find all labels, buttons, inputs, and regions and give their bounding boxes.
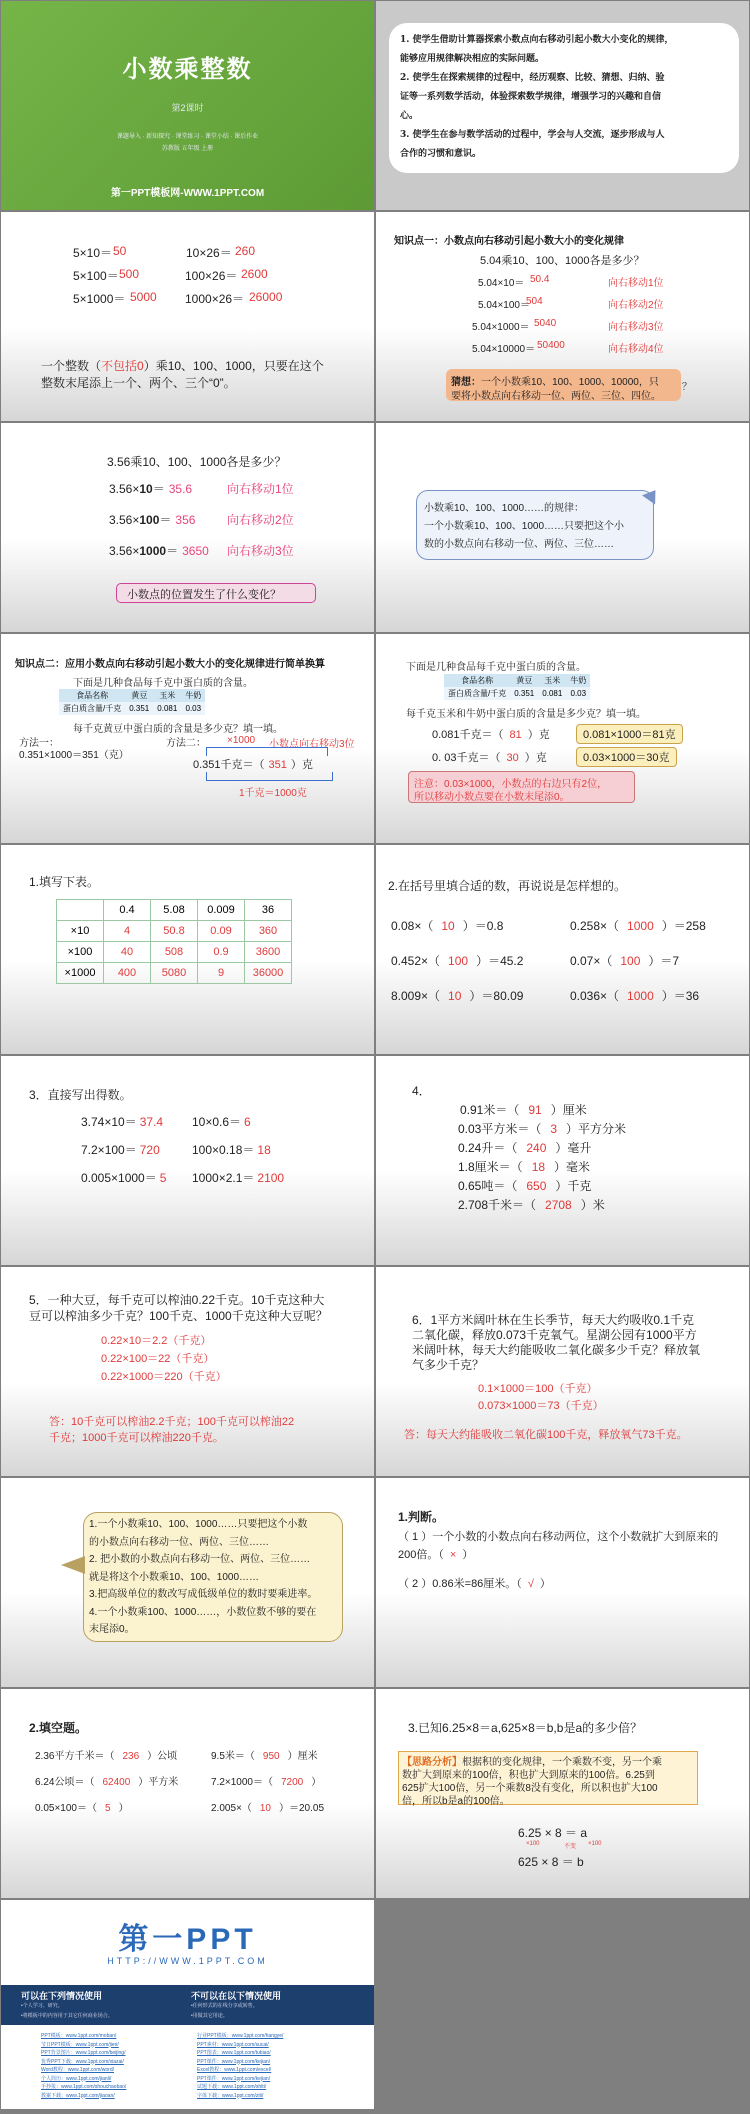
equation: 100×0.18＝ 18 (192, 1143, 271, 1157)
resource-link[interactable]: PPT素材：www.1ppt.com/sucai/ (197, 2041, 269, 2048)
equation-right: 100×26＝ (185, 269, 238, 283)
table-header: 黄豆 (131, 691, 148, 700)
conversion: 2.708千米＝（ 2708 ）米 (458, 1198, 605, 1212)
table-cell: 50.8 (151, 921, 198, 942)
rule-line-1: 小数乘10、100、1000……的规律： (424, 503, 585, 514)
summary-line: 3.把高级单位的数改写成低级单位的数时要乘进率。 (89, 1589, 318, 1600)
calc-1: 0.1×1000＝100（千克） (478, 1383, 598, 1395)
move-note: 向右移动4位 (608, 344, 664, 355)
summary-text (89, 1516, 339, 1639)
bubble-tail (61, 1556, 85, 1574)
analysis-line-4: 倍，所以b是a的100倍。 (402, 1796, 510, 1807)
site-url: HTTP://WWW.1PPT.COM (107, 1956, 268, 1966)
fill-item: 7.2×1000＝（ 7200 ） (211, 1777, 322, 1788)
slide-exercise-3 (1, 1056, 374, 1265)
table-cell: 0.081 (542, 689, 563, 698)
conversion: 0.91米＝（ 91 ）厘米 (460, 1103, 587, 1117)
links-right (197, 2032, 283, 2100)
exercise-heading: 3．直接写出得数。 (29, 1088, 132, 1102)
disallowed-sub-2: •用做其它用途。 (191, 2013, 228, 2019)
equation: 10×0.6＝ 6 (192, 1115, 251, 1129)
equation: 3.74×10＝ 37.4 (81, 1115, 164, 1129)
judge-q2: （ 2 ）0.86米=86厘米。（ √ ） (398, 1578, 551, 1590)
row-header: ×10 (57, 921, 104, 942)
calc-2: 0.22×100＝22（千克） (101, 1353, 215, 1365)
method-2-label: 方法二： (166, 738, 206, 749)
move-note: 小数点向右移动3位 (269, 739, 355, 750)
table-cell: 36000 (245, 963, 292, 984)
allowed-title: 可以在下列情况使用 (21, 1991, 103, 2001)
answer-left: 50 (113, 244, 127, 258)
slide-objectives (376, 1, 749, 210)
question-text: 5.04乘10、100、1000各是多少？ (480, 255, 645, 267)
equation: 0.005×1000＝ 5 (81, 1171, 167, 1185)
fill-item: 2.36平方千米＝（ 236 ）公顷 (35, 1751, 178, 1762)
table-header: 黄豆 (516, 676, 533, 685)
table-cell: 400 (104, 963, 151, 984)
equation-left: 5×10＝ (73, 246, 113, 260)
objective-line: 合作的习惯和意识。 (400, 149, 482, 159)
resource-link[interactable]: PPT图表：www.1ppt.com/tubiao/ (197, 2050, 271, 2056)
answer-line-2: 千克；1000千克可以榨油220千克。 (49, 1432, 224, 1444)
guess-callout: 猜想：一个小数乘10、100、1000、10000，只 要将小数点向右移动一位、两位、三位、四位。 (446, 369, 681, 401)
answer-right: 2600 (241, 267, 268, 281)
slide-summary (1, 1478, 374, 1687)
equation: 3.56×1000＝ 3650 (109, 544, 209, 558)
allowed-sub-1: •个人学习、研究。 (21, 2003, 63, 2009)
conversion: 0.03平方米＝（ 3 ）平方分米 (458, 1122, 627, 1136)
objective-line: 3. 使学生在参与数学活动的过程中，学会与人交流，逐步形成与人 (400, 130, 665, 140)
annotation-x100-left: ×100 (526, 1841, 540, 1847)
exercise-heading: 1.填写下表。 (29, 875, 100, 889)
table-cell: 0.081 (157, 704, 178, 713)
allowed-sub-2: •将模板中的内容用于其它任何商业场合。 (21, 2013, 113, 2019)
resource-link[interactable]: 手抄报：www.1ppt.com/shouchaobao/ (41, 2084, 127, 2090)
question-2: 每千克黄豆中蛋白质的含量是多少克？填一填。 (73, 724, 283, 735)
slide-judge (376, 1478, 749, 1687)
equation: 5.04×10000＝ (472, 344, 536, 355)
table-cell: 5080 (151, 963, 198, 984)
summary-line: 就是将这个小数乘10、100、1000…… (89, 1571, 260, 1583)
table-cell: 0.351 (129, 704, 150, 713)
resource-link[interactable]: PPT课件：www.1ppt.com/kejian/ (197, 2058, 271, 2065)
resource-link[interactable]: 试题下载：www.1ppt.com/shiti/ (197, 2084, 267, 2090)
summary-line: 2. 把小数的小数点向右移动一位、两位、三位…… (89, 1554, 311, 1565)
slide-knowledge-2 (1, 634, 374, 843)
question-line-2: 二氧化碳，释放0.073千克氧气。星湖公园有1000平方 (412, 1328, 697, 1342)
equation: 3.56×10＝ 35.6 (109, 482, 193, 496)
question-callout: 小数点的位置发生了什么变化？ (116, 583, 316, 603)
corn-eq: 0.081千克＝（ 81 ）克 (432, 729, 550, 741)
slide-fill-blank (1, 1689, 374, 1898)
answer-left: 500 (119, 267, 140, 281)
slide-exercise-6 (376, 1267, 749, 1476)
equation: 5.04×10＝ (478, 278, 525, 289)
move-note: 向右移动1位 (608, 278, 664, 289)
objective-line: 2. 使学生在探索规律的过程中，经历观察、比较、猜想、归纳、验 (400, 73, 665, 83)
table-header: 牛奶 (570, 676, 587, 685)
template-source: 第一PPT模板网-WWW.1PPT.COM (110, 188, 265, 199)
question-line-3: 米阔叶林，每天大约能吸收二氧化碳多少千克？释放氧 (412, 1343, 701, 1357)
resource-link[interactable]: 节日PPT模板：www.1ppt.com/jieri/ (41, 2041, 119, 2048)
annotation-unchanged: 不变 (564, 1844, 577, 1850)
note-line-2: 所以移动小数点要在小数末尾添0。 (414, 792, 570, 803)
analysis-line-1: 【思路分析】根据积的变化规律，一个乘数不变，另一个乘 (402, 1757, 662, 1768)
slide-356-example (1, 423, 374, 632)
equation-right: 10×26＝ (186, 246, 232, 260)
table-header (57, 900, 104, 921)
disallowed-sub-1: •任何形式的在线分享或转售。 (191, 2003, 258, 2009)
slide-exercise-5 (1, 1267, 374, 1476)
resource-link[interactable]: 字体下载：www.1ppt.com/ziti/ (197, 2092, 264, 2099)
calc-1: 0.22×10＝2.2（千克） (101, 1335, 212, 1347)
slide-knowledge-1 (376, 212, 749, 421)
fill-item: 0.258×（ 1000 ）＝258 (570, 919, 706, 933)
question-line-2: 豆可以榨油多少千克？100千克、1000千克这种大豆呢？ (29, 1309, 328, 1323)
calc-3: 0.22×1000＝220（千克） (101, 1371, 227, 1383)
answer: 50.4 (530, 274, 550, 285)
exercise-heading: 4． (412, 1084, 431, 1098)
objective-line: 心。 (400, 111, 419, 121)
slide-integer-times (1, 212, 374, 421)
move-note: 向右移动2位 (608, 300, 664, 311)
question-text: 下面是几种食品每千克中蛋白质的含量。 (406, 662, 586, 673)
fill-item: 0.036×（ 1000 ）＝36 (570, 989, 700, 1003)
annotation-x100-right: ×100 (588, 1841, 602, 1847)
question-line-4: 气多少千克？ (412, 1358, 485, 1372)
move-note: 向右移动1位 (227, 482, 294, 496)
equation: 3.56×100＝ 356 (109, 513, 196, 527)
resource-link[interactable]: 教案下载：www.1ppt.com/jiaoan/ (41, 2092, 115, 2099)
table-cell: 0.03 (185, 704, 202, 713)
resource-link[interactable]: PPT课件：www.1ppt.com/kejian/ (197, 2075, 271, 2082)
equation: 5.04×1000＝ (472, 322, 530, 333)
calc-2: 0.073×1000＝73（千克） (478, 1400, 604, 1412)
exercise-heading: 1.判断。 (398, 1510, 445, 1524)
fill-item: 2.005×（ 10 ）＝20.05 (211, 1803, 325, 1814)
row-header: ×1000 (57, 963, 104, 984)
equation: 7.2×100＝ 720 (81, 1143, 160, 1157)
table-cell: 0.03 (570, 689, 587, 698)
move-note: 向右移动3位 (227, 544, 294, 558)
judge-q1-line-1: （ 1 ）一个小数的小数点向右移动两位，这个小数就扩大到原来的 (398, 1531, 719, 1543)
judge-q1-line-2: 200倍。（ × ） (398, 1549, 474, 1561)
disallowed-title: 不可以在以下情况使用 (191, 1991, 282, 2001)
slide-title (1, 1, 374, 210)
slide-title-text: 小数乘整数 (122, 56, 253, 83)
slide-rule (376, 423, 749, 632)
note-line-1: 注意：0.03×1000，小数点的右边只有2位， (414, 779, 608, 790)
fill-item: 6.24公顷＝（ 62400 ）平方米 (35, 1777, 179, 1788)
equation-a: 6.25 × 8 ＝ a (518, 1826, 588, 1840)
summary-line: 的小数点向右移动一位、两位、三位…… (89, 1536, 269, 1548)
summary-line: 1.一个小数乘10、100、1000……只要把这个小数 (89, 1519, 308, 1530)
question-2: 每千克玉米和牛奶中蛋白质的含量是多少克？填一填。 (406, 709, 646, 720)
slide-exercise-4 (376, 1056, 749, 1265)
answer-left: 5000 (130, 290, 157, 304)
row-header: ×100 (57, 942, 104, 963)
table-cell: 3600 (245, 942, 292, 963)
fill-item: 0.452×（ 100 ）＝45.2 (391, 954, 524, 968)
table-cell: 蛋白质含量/千克 (448, 689, 507, 698)
integer-rule-line-2: 整数末尾添上一个、两个、三个“0”。 (41, 376, 236, 390)
fill-item: 0.07×（ 100 ）＝7 (570, 954, 680, 968)
equation: 1000×2.1＝ 2100 (192, 1171, 285, 1185)
slide-exercise-2 (376, 845, 749, 1054)
protein-table (59, 689, 205, 715)
rule-line-3: 数的小数点向右移动一位、两位、三位…… (424, 539, 614, 550)
bracket-bottom (206, 772, 333, 781)
integer-rule-line-1: 一个整数（不包括0）乘10、100、1000，只要在这个 (41, 359, 324, 373)
analysis-line-2: 数扩大到原来的100倍，积也扩大到原来的100倍。6.25到 (402, 1770, 655, 1781)
summary-line: 末尾添0。 (89, 1624, 135, 1635)
table-cell: 0.9 (198, 942, 245, 963)
question-line-1: 6．1平方米阔叶林在生长季节，每天大约吸收0.1千克 (412, 1313, 695, 1327)
milk-eq: 0. 03千克＝（ 30 ）克 (432, 752, 547, 764)
question-text: 下面是几种食品每千克中蛋白质的含量。 (73, 678, 253, 689)
objective-line: 证等一系列数学活动，体验探索数学规律，增强学习的兴趣和自信 (400, 92, 662, 102)
objectives-text (400, 31, 735, 164)
analysis-line-3: 625扩大100倍，另一个乘数8没有变化，所以积也扩大100 (402, 1783, 658, 1794)
hidden-question-mark: ？ (682, 382, 692, 393)
answer-right: 26000 (249, 290, 283, 304)
question-text: 3.56乘10、100、1000各是多少？ (107, 455, 287, 469)
move-note: 向右移动3位 (608, 322, 664, 333)
exercise-heading: 2.填空题。 (29, 1721, 88, 1735)
slide-credits (1, 1900, 374, 2109)
table-header: 玉米 (544, 676, 561, 685)
answer: 5040 (534, 318, 557, 329)
links-left (41, 2032, 126, 2100)
fill-table (56, 899, 292, 984)
lesson-meta: 课题导入 · 新知探究 · 课堂练习 · 课堂小结 · 课后作业 (116, 134, 259, 140)
table-header: 36 (245, 900, 292, 921)
table-cell: 0.09 (198, 921, 245, 942)
ppt-logo: 第一PPT (118, 1923, 257, 1956)
move-note: 向右移动2位 (227, 513, 294, 527)
answer-right: 260 (235, 244, 256, 258)
table-cell: 360 (245, 921, 292, 942)
equation: 5.04×100＝ (478, 300, 530, 311)
question-line-1: 5．一种大豆，每千克可以榨油0.22千克。10千克这种大 (29, 1293, 325, 1307)
corn-box: 0.081×1000＝81克 (576, 724, 683, 744)
table-header: 5.08 (151, 900, 198, 921)
method-1-eq: 0.351×1000＝351（克） (19, 750, 129, 761)
answer: 50400 (537, 340, 565, 351)
resource-link[interactable]: 优秀PPT下载：www.1ppt.com/xiazai/ (41, 2058, 124, 2065)
unit-note: 1千克＝1000克 (239, 788, 307, 799)
equation-b: 625 × 8 ＝ b (518, 1855, 584, 1869)
method-1-label: 方法一： (19, 738, 59, 749)
table-header: 玉米 (159, 691, 176, 700)
resource-link[interactable]: PPT背景图片：www.1ppt.com/beijing/ (41, 2050, 126, 2056)
equation-left: 5×100＝ (73, 269, 119, 283)
table-header: 0.4 (104, 900, 151, 921)
resource-link[interactable]: 行业PPT模板：www.1ppt.com/hangye/ (197, 2033, 284, 2039)
knowledge-heading: 知识点一：小数点向右移动引起小数大小的变化规律 (394, 236, 624, 247)
table-header: 食品名称 (461, 676, 494, 685)
slide-corn-milk (376, 634, 749, 843)
milk-box: 0.03×1000＝30克 (576, 747, 677, 767)
protein-table (444, 674, 590, 700)
conversion-eq: 0.351千克＝（ 351 ）克 (193, 759, 313, 771)
objective-line: 1. 使学生借助计算器探索小数点向右移动引起小数大小变化的规律， (400, 35, 674, 45)
resource-link[interactable]: Word教程：www.1ppt.com/word/ (41, 2067, 114, 2073)
table-cell: 9 (198, 963, 245, 984)
lesson-number: 第2课时 (171, 103, 204, 113)
table-cell: 蛋白质含量/千克 (63, 704, 122, 713)
resource-link[interactable]: 个人简历：www.1ppt.com/jianli/ (41, 2075, 112, 2082)
rule-line-2: 一个小数乘10、100、1000……只要把这个小 (424, 521, 625, 532)
fill-item: 0.08×（ 10 ）＝0.8 (391, 919, 504, 933)
equation-right: 1000×26＝ (185, 292, 245, 306)
slide-exercise-1 (1, 845, 374, 1054)
table-cell: 40 (104, 942, 151, 963)
fill-item: 8.009×（ 10 ）＝80.09 (391, 989, 524, 1003)
bracket-top (206, 747, 328, 756)
objective-line: 能够应用规律解决相应的实际问题。 (400, 54, 545, 64)
equation-left: 5×1000＝ (73, 292, 126, 306)
resource-link[interactable]: Excel教程：www.1ppt.com/excel/ (197, 2067, 272, 2073)
slide-multiple (376, 1689, 749, 1898)
conversion: 0.24升＝（ 240 ）毫升 (458, 1141, 592, 1155)
answer: 504 (526, 296, 543, 307)
table-cell: 4 (104, 921, 151, 942)
knowledge-heading: 知识点二：应用小数点向右移动引起小数大小的变化规律进行简单换算 (15, 659, 325, 670)
textbook-info: 苏教版 五年级 上册 (161, 146, 214, 152)
answer-line: 答：每天大约能吸收二氧化碳100千克，释放氧气73千克。 (404, 1429, 688, 1441)
times-1000-note: ×1000 (227, 735, 256, 746)
resource-link[interactable]: PPT模板：www.1ppt.com/moban/ (41, 2033, 117, 2039)
exercise-heading: 2.在括号里填合适的数，再说说是怎样想的。 (388, 879, 627, 893)
summary-line: 4.一个小数乘100、1000……，小数位数不够的要在 (89, 1606, 317, 1618)
table-header: 0.009 (198, 900, 245, 921)
fill-item: 0.05×100＝（ 5 ） (35, 1803, 129, 1814)
table-header: 食品名称 (76, 691, 109, 700)
conversion: 1.8厘米＝（ 18 ）毫米 (458, 1160, 591, 1174)
answer-line-1: 答：10千克可以榨油2.2千克；100千克可以榨油22 (49, 1416, 295, 1428)
table-header: 牛奶 (185, 691, 202, 700)
conversion: 0.65吨＝（ 650 ）千克 (458, 1179, 592, 1193)
fill-item: 9.5米＝（ 950 ）厘米 (211, 1751, 318, 1762)
table-cell: 508 (151, 942, 198, 963)
exercise-heading: 3.已知6.25×8＝a,625×8＝b,b是a的多少倍？ (408, 1721, 643, 1735)
table-cell: 0.351 (514, 689, 535, 698)
